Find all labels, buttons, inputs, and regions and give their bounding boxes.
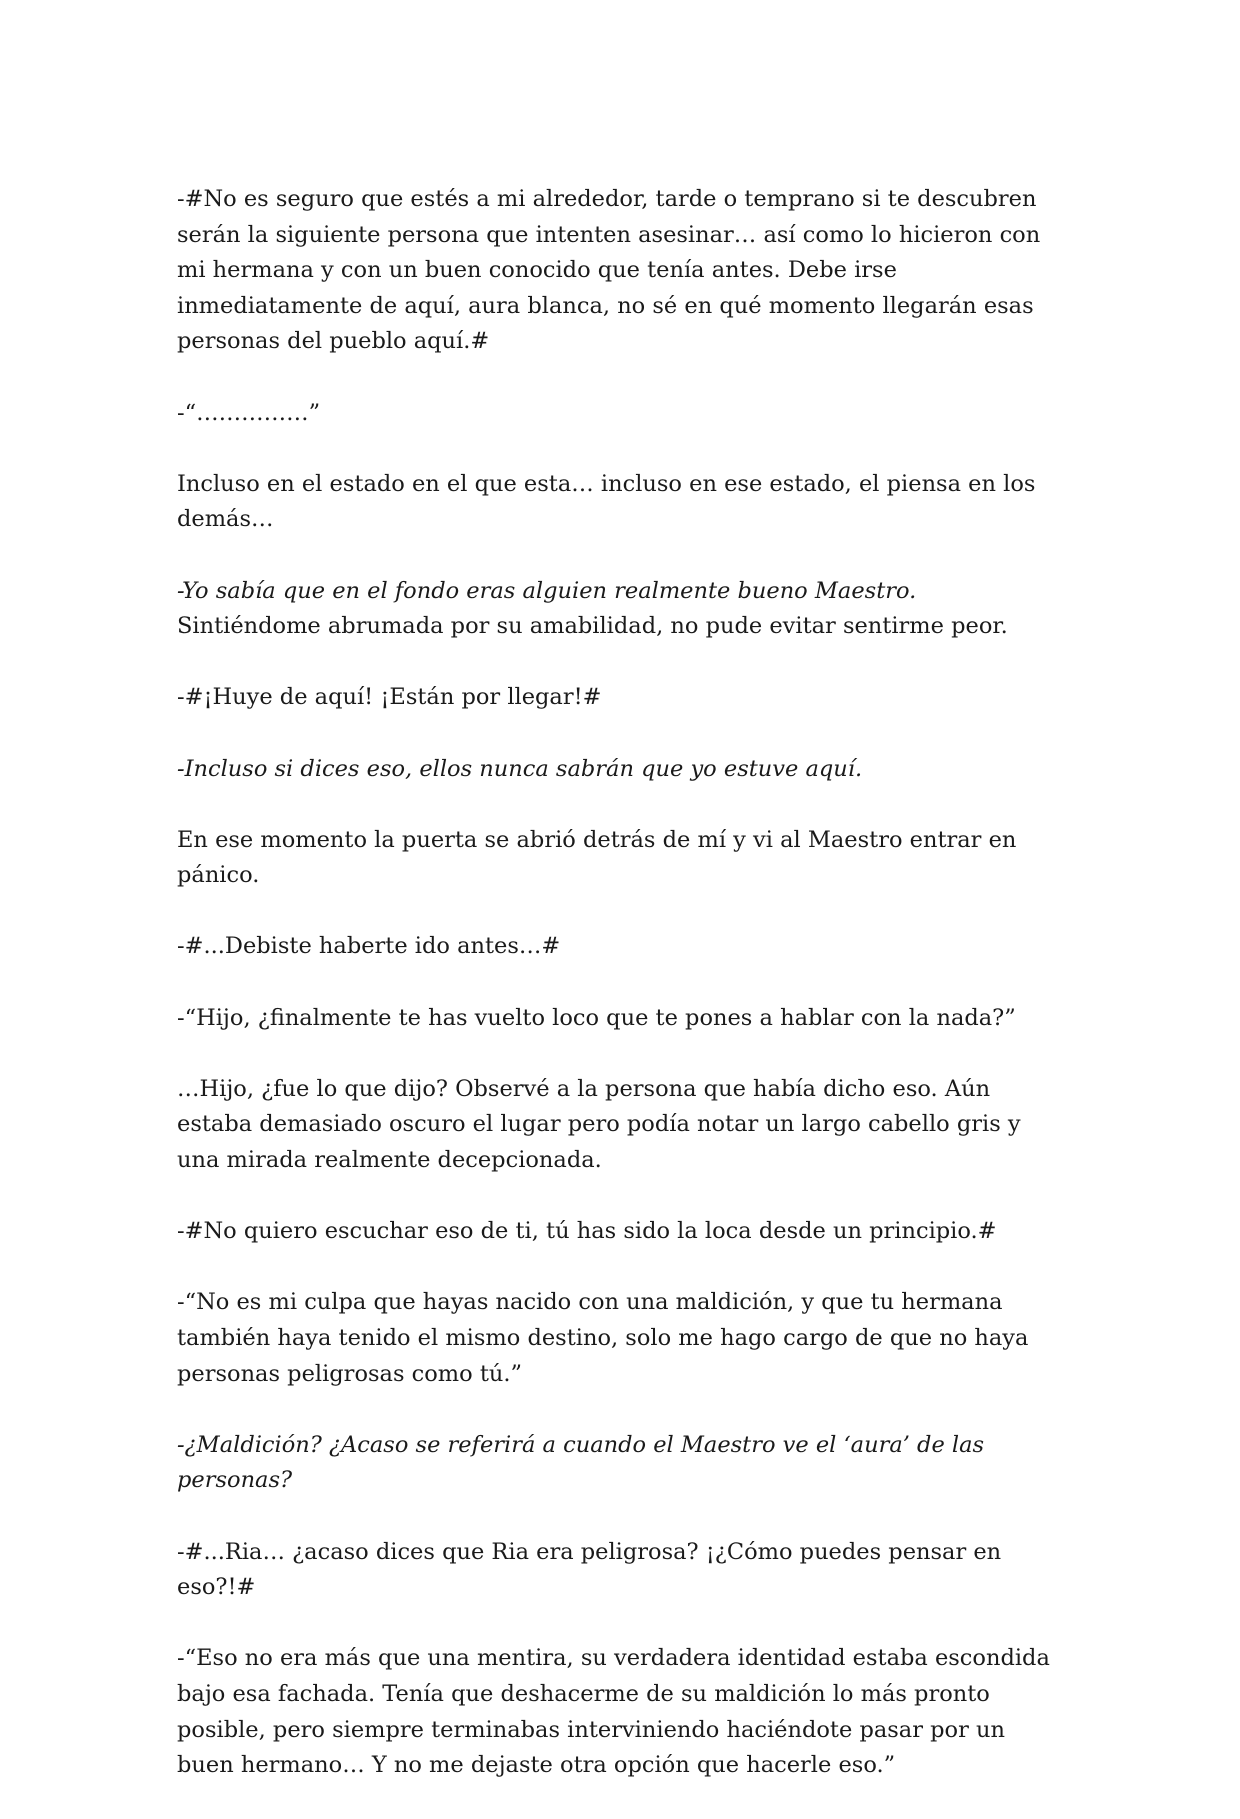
italic-thought: -Yo sabía que en el fondo eras alguien realmente bueno Maestro. [177, 577, 917, 604]
paragraph-text: Sintiéndome abrumada por su amabilidad, no pude evitar sentirme peor. [177, 613, 1008, 640]
paragraph-narration-thinks-of-others: Incluso en el estado en el que esta… incluso en ese estado, el piensa en los demás… [177, 470, 1036, 533]
paragraph-silence: -“……………” [177, 399, 321, 426]
paragraph-should-have-left: -#...Debiste haberte ido antes…# [177, 933, 561, 960]
paragraph-curse-aura-thought: -¿Maldición? ¿Acaso se referirá a cuando el Maestro ve el ‘aura’ de las personas? [177, 1431, 985, 1494]
paragraph-son-crazy: -“Hijo, ¿finalmente te has vuelto loco que te pones a hablar con la nada?” [177, 1004, 1016, 1031]
paragraph-flee: -#¡Huye de aquí! ¡Están por llegar!# [177, 684, 602, 711]
document-page [177, 182, 1067, 1819]
paragraph-ria-dangerous: -#...Ria… ¿acaso dices que Ria era peligrosa? ¡¿Cómo puedes pensar en eso?!# [177, 1538, 1002, 1601]
paragraph-dont-want-to-hear: -#No quiero escuchar eso de ti, tú has sido la loca desde un principio.# [177, 1218, 997, 1245]
paragraph-curse: -“No es mi culpa que hayas nacido con una maldición, y que tu hermana también haya tenido el mismo destino, solo me hago cargo de que no haya personas peligrosas como tú.” [177, 1289, 1029, 1387]
paragraph-lie-identity: -“Eso no era más que una mentira, su verdadera identidad estaba escondida bajo esa fachada. Tenía que deshacerme de su maldición lo más pronto posible, pero siempre terminabas interviniendo haciéndote pasar por un buen hermano… Y no me dejaste otra opción que hacerle eso.” [177, 1645, 1050, 1779]
paragraph-door-opened: En ese momento la puerta se abrió detrás de mí y vi al Maestro entrar en pánico. [177, 826, 1017, 889]
paragraph-observed-person: …Hijo, ¿fue lo que dijo? Observé a la persona que había dicho eso. Aún estaba demasiado oscuro el lugar pero podía notar un largo cabello gris y una mirada realmente decepcionada. [177, 1075, 1021, 1174]
paragraph-master-warning: -#No es seguro que estés a mi alrededor, tarde o temprano si te descubren serán la siguiente persona que intenten asesinar… así como lo hicieron con mi hermana y con un buen conocido que tenía antes. Debe irse inmediatamente de aquí, aura blanca, no sé en qué momento llegarán esas personas del pueblo aquí.# [177, 186, 1041, 355]
paragraph-knew-you-were-good [177, 574, 1067, 645]
paragraph-they-will-never-know: -Incluso si dices eso, ellos nunca sabrán que yo estuve aquí. [177, 755, 863, 782]
